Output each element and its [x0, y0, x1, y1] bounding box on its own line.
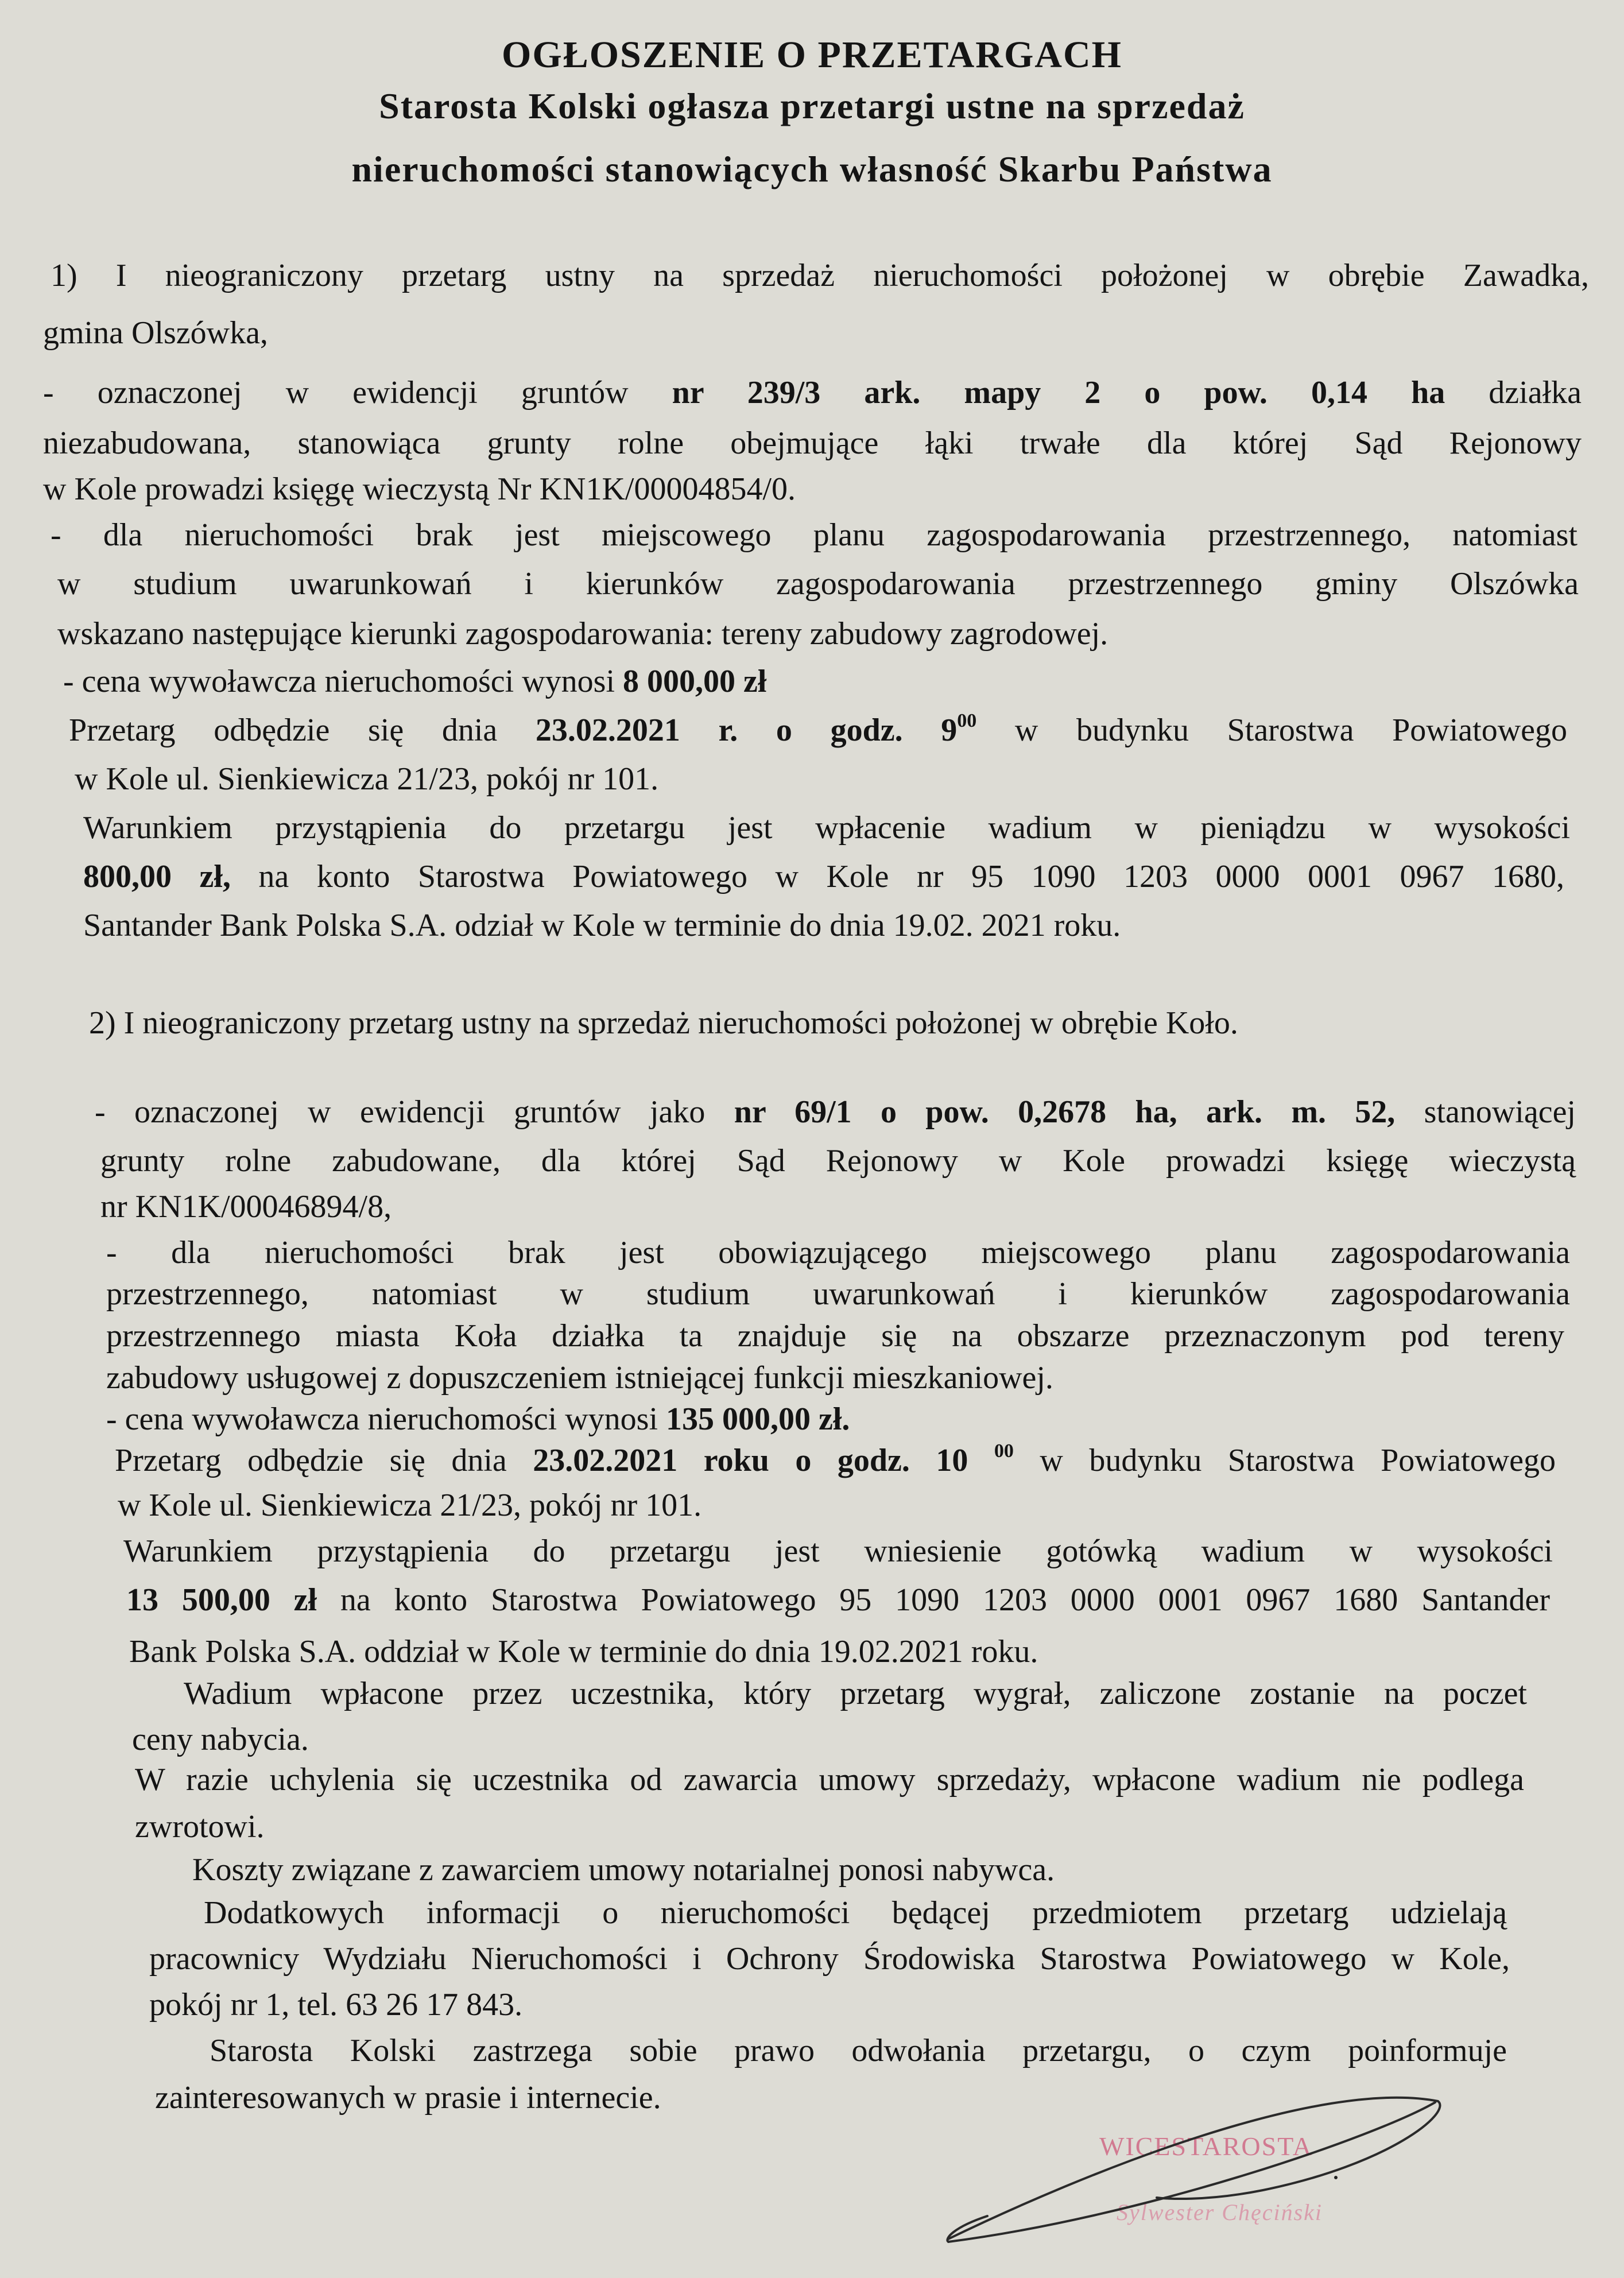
text-run: na konto Starostwa Powiatowego 95 1090 1203 0000 0001 0967 1680 Santander: [317, 1582, 1550, 1618]
tender-date: [533, 1440, 1014, 1478]
section-2-text: - dla nieruchomości brak jest obowiązującego miejscowego planu zagospodarowania: [106, 1235, 1570, 1270]
deposit-amount: 800,00 zł,: [83, 859, 231, 894]
text-run: - oznaczonej w ewidencji gruntów jako: [95, 1094, 734, 1130]
stamp-name: Sylwester Chęciński: [1117, 2199, 1323, 2225]
closing-text: Koszty związane z zawarciem umowy notarialnej ponosi nabywca.: [192, 1852, 1055, 1888]
starting-price-line: [63, 663, 766, 700]
plot-number: nr 69/1 o pow. 0,2678 ha, ark. m. 52,: [734, 1094, 1396, 1130]
section-2-text: Warunkiem przystąpienia do przetargu jest wniesienie gotówką wadium w wysokości: [123, 1533, 1553, 1569]
closing-text: zwrotowi.: [135, 1809, 265, 1845]
document-subtitle-line-2: nieruchomości stanowiących własność Skarbu Państwa: [351, 149, 1273, 189]
text-run: działka: [1445, 375, 1582, 410]
signature-icon: [918, 2067, 1493, 2268]
tender-address: w Kole ul. Sienkiewicza 21/23, pokój nr 101.: [75, 761, 659, 797]
contact-phone: pokój nr 1, tel. 63 26 17 843.: [149, 1987, 523, 2023]
section-2-text: zabudowy usługowej z dopuszczeniem istniejącej funkcji mieszkaniowej.: [106, 1360, 1053, 1396]
land-register-number: nr KN1K/00046894/8,: [100, 1189, 392, 1225]
plot-description-line: [95, 1094, 1576, 1130]
section-2-text: przestrzennego miasta Koła działka ta znajduje się na obszarze przeznaczonym pod tereny: [106, 1318, 1564, 1354]
document-subtitle-line-1: Starosta Kolski ogłasza przetargi ustne na sprzedaż: [379, 86, 1245, 126]
tender-date: [536, 712, 976, 748]
tender-address: w Kole ul. Sienkiewicza 21/23, pokój nr 101.: [118, 1487, 702, 1523]
stamp-title: WICESTAROSTA: [1099, 2132, 1313, 2161]
section-1-text: - dla nieruchomości brak jest miejscowego planu zagospodarowania przestrzennego, natomiast: [51, 517, 1578, 553]
text-run: stanowiącej: [1395, 1094, 1576, 1130]
text-run: Przetarg odbędzie się dnia: [115, 1443, 533, 1478]
starting-price: 135 000,00 zł.: [666, 1401, 850, 1437]
text-run: w budynku Starostwa Powiatowego: [1013, 1443, 1556, 1478]
section-1-text: niezabudowana, stanowiąca grunty rolne obejmujące łąki trwałe dla której Sąd Rejonowy: [43, 425, 1582, 461]
closing-text: Wadium wpłacone przez uczestnika, który przetarg wygrał, zaliczone zostanie na poczet: [184, 1676, 1527, 1711]
section-1-text: w studium uwarunkowań i kierunków zagospodarowania przestrzennego gminy Olszówka: [57, 566, 1579, 602]
deposit-amount: 13 500,00 zł: [126, 1582, 317, 1618]
time-minutes: 00: [994, 1440, 1014, 1462]
deposit-deadline: Bank Polska S.A. oddział w Kole w terminie do dnia 19.02.2021 roku.: [129, 1634, 1038, 1669]
section-1-text: Warunkiem przystąpienia do przetargu jest wpłacenie wadium w pieniądzu w wysokości: [83, 810, 1570, 846]
text-run: Przetarg odbędzie się dnia: [69, 712, 536, 748]
tender-date-line: [69, 712, 1567, 749]
land-register-number: w Kole prowadzi księgę wieczystą Nr KN1K/00004854/0.: [43, 471, 796, 507]
plot-description-line: [43, 374, 1582, 411]
section-1-text: gmina Olszówka,: [43, 315, 268, 351]
starting-price: 8 000,00 zł: [623, 664, 767, 699]
text-run: na konto Starostwa Powiatowego w Kole nr 95 1090 1203 0000 0001 0967 1680,: [230, 859, 1564, 894]
section-2-heading: 2) I nieograniczony przetarg ustny na sprzedaż nieruchomości położonej w obrębie Koło.: [89, 1005, 1238, 1041]
deposit-line: [126, 1582, 1550, 1618]
closing-text: W razie uchylenia się uczestnika od zawarcia umowy sprzedaży, wpłacone wadium nie podlega: [135, 1762, 1524, 1797]
closing-text: Starosta Kolski zastrzega sobie prawo odwołania przetargu, o czym poinformuje: [210, 2033, 1507, 2068]
closing-text: Dodatkowych informacji o nieruchomości będącej przedmiotem przetarg udzielają: [204, 1895, 1507, 1931]
closing-text: ceny nabycia.: [132, 1722, 309, 1757]
tender-date-line: [115, 1442, 1556, 1479]
text-run: 23.02.2021 roku o godz. 10: [533, 1443, 968, 1478]
deposit-line: [83, 858, 1564, 895]
section-1-heading: 1) I nieograniczony przetarg ustny na sprzedaż nieruchomości położonej w obrębie Zawadka,: [51, 258, 1589, 293]
text-run: - oznaczonej w ewidencji gruntów: [43, 375, 672, 410]
starting-price-line: [106, 1401, 850, 1438]
closing-text: zainteresowanych w prasie i internecie.: [155, 2080, 661, 2116]
contact-department: pracownicy Wydziału Nieruchomości i Ochrony Środowiska Starostwa Powiatowego w Kole,: [149, 1941, 1510, 1977]
deposit-deadline: Santander Bank Polska S.A. odział w Kole w terminie do dnia 19.02. 2021 roku.: [83, 908, 1121, 943]
section-2-text: przestrzennego, natomiast w studium uwarunkowań i kierunków zagospodarowania: [106, 1276, 1570, 1312]
text-run: - cena wywoławcza nieruchomości wynosi: [63, 664, 623, 699]
text-run: - cena wywoławcza nieruchomości wynosi: [106, 1401, 666, 1437]
section-2-text: grunty rolne zabudowane, dla której Sąd Rejonowy w Kole prowadzi księgę wieczystą: [100, 1143, 1576, 1179]
section-1-text: wskazano następujące kierunki zagospodarowania: tereny zabudowy zagrodowej.: [57, 616, 1108, 652]
plot-number: nr 239/3 ark. mapy 2 o pow. 0,14 ha: [672, 375, 1445, 410]
document-title: OGŁOSZENIE O PRZETARGACH: [502, 34, 1122, 76]
text-run: 23.02.2021 r. o godz. 9: [535, 712, 958, 748]
time-minutes: 00: [957, 710, 977, 731]
text-run: w budynku Starostwa Powiatowego: [976, 712, 1567, 748]
